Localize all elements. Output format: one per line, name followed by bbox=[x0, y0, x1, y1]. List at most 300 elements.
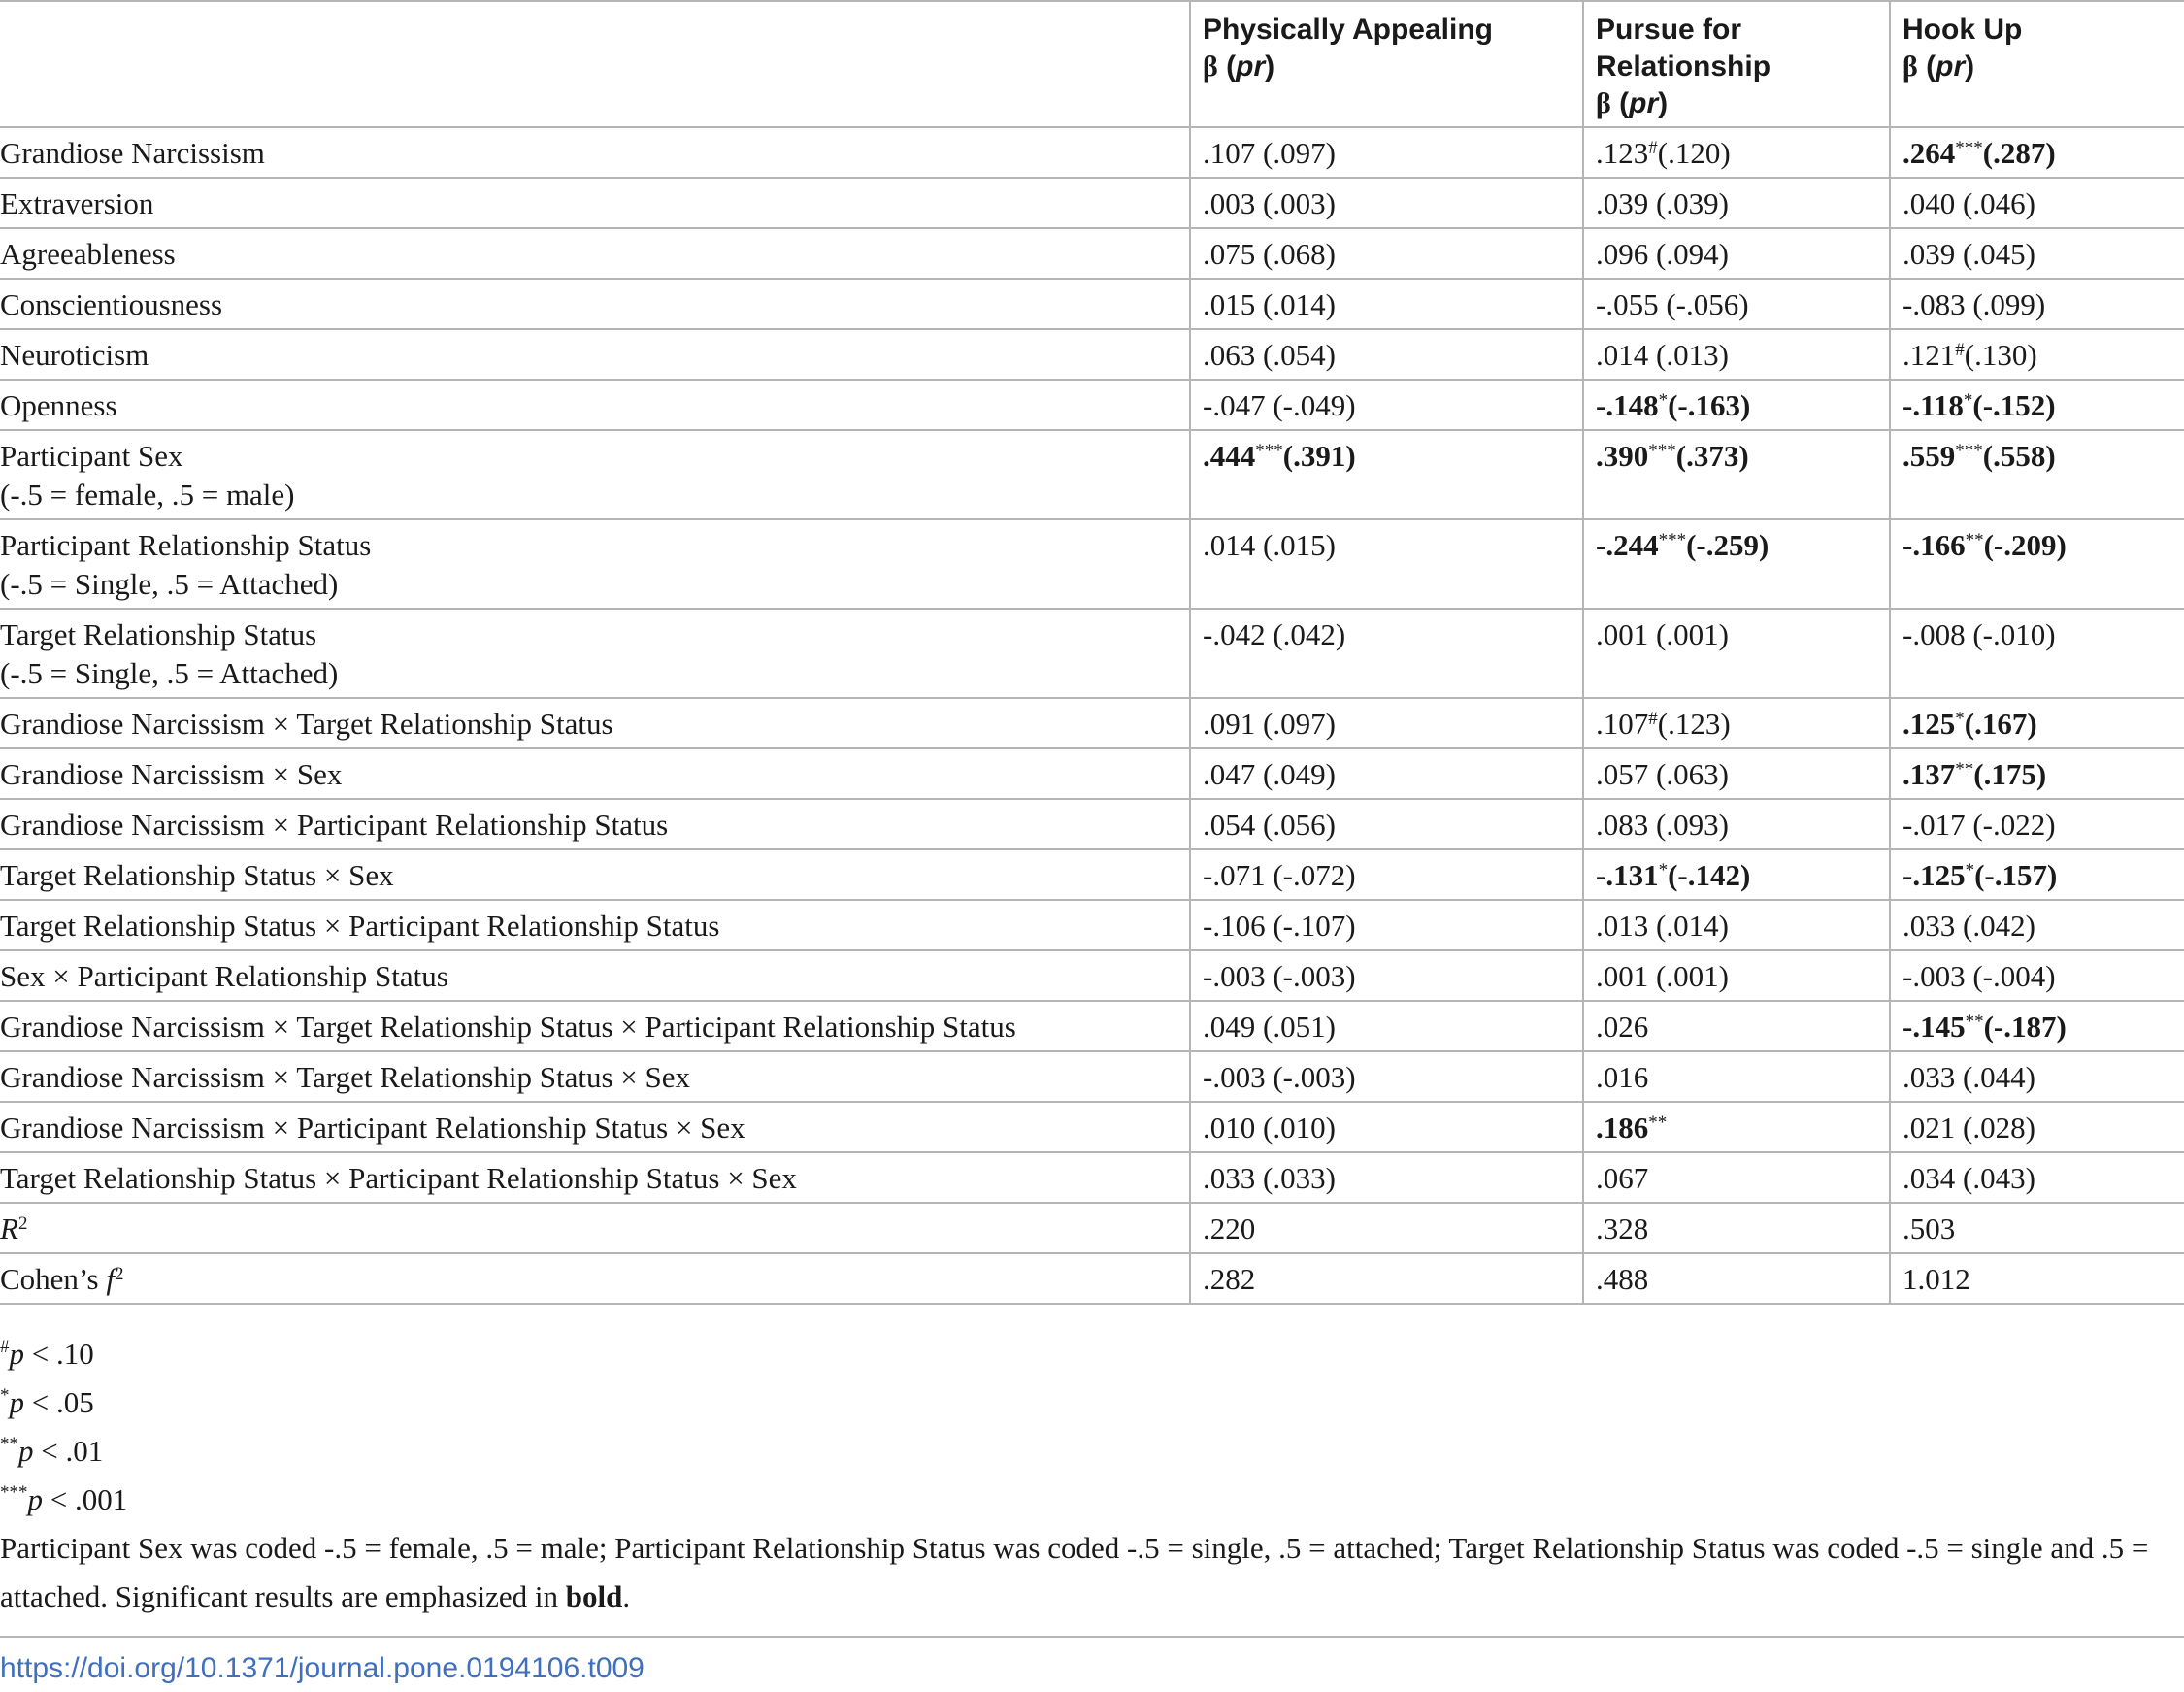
value-cell: -.055 (-.056) bbox=[1583, 279, 1890, 329]
beta-value: .107 bbox=[1596, 707, 1649, 741]
value-cell: .083 (.093) bbox=[1583, 799, 1890, 849]
beta-value: .047 bbox=[1203, 757, 1256, 791]
value-cell: -.118*(-.152) bbox=[1890, 380, 2184, 430]
beta-value: .075 bbox=[1203, 237, 1256, 271]
value-cell: .075 (.068) bbox=[1190, 228, 1583, 279]
partial-r-value: .039 bbox=[1666, 186, 1719, 220]
stat-label bbox=[0, 1253, 1190, 1304]
beta-value: .067 bbox=[1596, 1161, 1649, 1195]
beta-symbol: β bbox=[1903, 50, 1918, 83]
table-row bbox=[0, 799, 2184, 849]
partial-r-value: .043 bbox=[1972, 1161, 2026, 1195]
stat-prefix: Cohen’s bbox=[0, 1262, 107, 1296]
value-cell: .015 (.014) bbox=[1190, 279, 1583, 329]
table-row bbox=[0, 519, 2184, 609]
partial-r-value: .014 bbox=[1666, 909, 1719, 943]
beta-value: .186 bbox=[1596, 1111, 1649, 1145]
row-label bbox=[0, 178, 1190, 228]
row-label-text: Target Relationship Status × Participant Relationship Status bbox=[0, 909, 720, 943]
value-cell: -.042 (.042) bbox=[1190, 609, 1583, 698]
row-label bbox=[0, 228, 1190, 279]
beta-value: .054 bbox=[1203, 808, 1256, 842]
row-label-text: Participant Sex bbox=[0, 439, 183, 473]
value-cell: -.003 (-.004) bbox=[1890, 950, 2184, 1001]
significance-marker: # bbox=[1955, 340, 1965, 360]
partial-r-value: -.142 bbox=[1677, 858, 1740, 892]
footnote-p: p bbox=[18, 1434, 34, 1468]
row-label-text: Extraversion bbox=[0, 186, 154, 220]
partial-r-value: -.003 bbox=[1282, 1060, 1346, 1094]
partial-r-value: .063 bbox=[1666, 757, 1719, 791]
partial-r-value: .046 bbox=[1972, 186, 2026, 220]
beta-value: -.047 bbox=[1203, 388, 1266, 422]
beta-value: .034 bbox=[1903, 1161, 1956, 1195]
row-label-text: Conscientiousness bbox=[0, 287, 223, 321]
stat-label bbox=[0, 1203, 1190, 1253]
partial-r-value: .054 bbox=[1273, 338, 1326, 372]
value-cell: -.148*(-.163) bbox=[1583, 380, 1890, 430]
beta-value: .033 bbox=[1203, 1161, 1256, 1195]
significance-marker: * bbox=[1963, 390, 1973, 411]
value-cell: .014 (.013) bbox=[1583, 329, 1890, 380]
header-title: Pursue for Relationship bbox=[1596, 14, 1771, 83]
value-cell bbox=[1583, 1152, 1890, 1203]
significance-marker: * bbox=[1658, 860, 1669, 880]
row-label bbox=[0, 380, 1190, 430]
significance-marker: *** bbox=[1955, 441, 1983, 461]
table-row bbox=[0, 228, 2184, 279]
table-row bbox=[0, 430, 2184, 519]
partial-r-value: .097 bbox=[1273, 136, 1326, 170]
row-label-text: Grandiose Narcissism × Sex bbox=[0, 757, 343, 791]
partial-r-value: -.209 bbox=[1993, 528, 2057, 562]
value-cell: .001 (.001) bbox=[1583, 950, 1890, 1001]
footnote-text: < .10 bbox=[24, 1337, 94, 1371]
partial-r-value: .373 bbox=[1686, 439, 1739, 473]
table-row bbox=[0, 329, 2184, 380]
beta-value: .083 bbox=[1596, 808, 1649, 842]
partial-r-value: .010 bbox=[1273, 1111, 1326, 1145]
row-label-text: Target Relationship Status × Sex bbox=[0, 858, 394, 892]
stat-symbol: f bbox=[106, 1262, 115, 1296]
value-cell bbox=[1583, 1051, 1890, 1102]
beta-value: -.106 bbox=[1203, 909, 1266, 943]
beta-value: .107 bbox=[1203, 136, 1256, 170]
footnote-01 bbox=[0, 1427, 2174, 1476]
partial-r-value: .033 bbox=[1273, 1161, 1326, 1195]
partial-r-value: .014 bbox=[1273, 287, 1326, 321]
beta-value: -.148 bbox=[1596, 388, 1659, 422]
partial-r-value: -.056 bbox=[1675, 287, 1739, 321]
partial-r-value: .013 bbox=[1666, 338, 1719, 372]
value-cell: -.008 (-.010) bbox=[1890, 609, 2184, 698]
value-cell: .039 (.039) bbox=[1583, 178, 1890, 228]
value-cell: .123#(.120) bbox=[1583, 127, 1890, 178]
header-title: Hook Up bbox=[1903, 14, 2023, 46]
table-row bbox=[0, 1152, 2184, 1203]
significance-marker: *** bbox=[1955, 138, 1983, 158]
stat-value: .328 bbox=[1583, 1203, 1890, 1253]
partial-r-value: .093 bbox=[1666, 808, 1719, 842]
value-cell: .034 (.043) bbox=[1890, 1152, 2184, 1203]
beta-value: .137 bbox=[1903, 757, 1956, 791]
header-physically-appealing bbox=[1190, 1, 1583, 127]
partial-r-value: -.107 bbox=[1282, 909, 1346, 943]
row-label bbox=[0, 900, 1190, 950]
partial-r-value: .042 bbox=[1282, 617, 1336, 651]
partial-r-value: .028 bbox=[1972, 1111, 2026, 1145]
beta-value: .039 bbox=[1903, 237, 1956, 271]
beta-value: -.145 bbox=[1903, 1010, 1966, 1044]
significance-marker: *** bbox=[1648, 441, 1676, 461]
partial-r-value: .120 bbox=[1668, 136, 1721, 170]
stats-row bbox=[0, 1203, 2184, 1253]
table-row bbox=[0, 900, 2184, 950]
beta-value: .390 bbox=[1596, 439, 1649, 473]
beta-value: .016 bbox=[1596, 1060, 1649, 1094]
row-sublabel: (-.5 = Single, .5 = Attached) bbox=[0, 567, 339, 601]
partial-r-value: -.072 bbox=[1282, 858, 1346, 892]
value-cell: -.125*(-.157) bbox=[1890, 849, 2184, 900]
partial-r-value: .391 bbox=[1293, 439, 1346, 473]
value-cell: .264***(.287) bbox=[1890, 127, 2184, 178]
beta-value: .063 bbox=[1203, 338, 1256, 372]
partial-r-value: -.152 bbox=[1982, 388, 2046, 422]
beta-value: .013 bbox=[1596, 909, 1649, 943]
beta-value: .015 bbox=[1203, 287, 1256, 321]
footnote-symbol: # bbox=[0, 1337, 10, 1357]
beta-value: .125 bbox=[1903, 707, 1956, 741]
partial-r-value: -.163 bbox=[1677, 388, 1740, 422]
row-label-text: Participant Relationship Status bbox=[0, 528, 372, 562]
beta-value: .121 bbox=[1903, 338, 1956, 372]
value-cell: .013 (.014) bbox=[1583, 900, 1890, 950]
beta-value: .014 bbox=[1596, 338, 1649, 372]
partial-r-value: -.157 bbox=[1984, 858, 2047, 892]
pr-label: pr bbox=[1236, 50, 1266, 83]
value-cell: .010 (.010) bbox=[1190, 1102, 1583, 1152]
value-cell: .039 (.045) bbox=[1890, 228, 2184, 279]
partial-r-value: .003 bbox=[1273, 186, 1326, 220]
value-cell bbox=[1583, 1001, 1890, 1051]
partial-r-value: .558 bbox=[1993, 439, 2046, 473]
value-cell: .040 (.046) bbox=[1890, 178, 2184, 228]
beta-value: .033 bbox=[1903, 909, 1956, 943]
beta-value: .033 bbox=[1903, 1060, 1956, 1094]
partial-r-value: .167 bbox=[1974, 707, 2028, 741]
footnote-text: < .001 bbox=[43, 1482, 128, 1516]
value-cell: .033 (.033) bbox=[1190, 1152, 1583, 1203]
footnote-10 bbox=[0, 1330, 2174, 1378]
row-label bbox=[0, 1001, 1190, 1051]
pr-label: pr bbox=[1629, 87, 1659, 119]
header-sub: β (pr) bbox=[1203, 50, 1275, 83]
value-cell: -.003 (-.003) bbox=[1190, 950, 1583, 1001]
row-label bbox=[0, 329, 1190, 380]
beta-value: -.166 bbox=[1903, 528, 1966, 562]
value-cell: .125*(.167) bbox=[1890, 698, 2184, 748]
row-label bbox=[0, 279, 1190, 329]
row-label bbox=[0, 950, 1190, 1001]
significance-marker: *** bbox=[1658, 530, 1687, 550]
beta-value: .444 bbox=[1203, 439, 1256, 473]
partial-r-value: -.259 bbox=[1696, 528, 1759, 562]
caption-end: . bbox=[622, 1579, 631, 1613]
pr-label: pr bbox=[1936, 50, 1966, 83]
value-cell: -.166**(-.209) bbox=[1890, 519, 2184, 609]
beta-value: .003 bbox=[1203, 186, 1256, 220]
header-hook-up bbox=[1890, 1, 2184, 127]
stat-symbol: R bbox=[0, 1211, 18, 1245]
row-label bbox=[0, 1051, 1190, 1102]
significance-marker: # bbox=[1648, 709, 1658, 729]
value-cell: -.071 (-.072) bbox=[1190, 849, 1583, 900]
row-label bbox=[0, 698, 1190, 748]
stat-value: .282 bbox=[1190, 1253, 1583, 1304]
beta-value: .559 bbox=[1903, 439, 1956, 473]
table-caption bbox=[0, 1524, 2174, 1621]
partial-r-value: -.187 bbox=[1993, 1010, 2057, 1044]
significance-marker: ** bbox=[1648, 1112, 1668, 1133]
partial-r-value: .175 bbox=[1983, 757, 2036, 791]
table-row bbox=[0, 178, 2184, 228]
row-label bbox=[0, 1152, 1190, 1203]
stat-value: 1.012 bbox=[1890, 1253, 2184, 1304]
footnote-text: < .05 bbox=[24, 1385, 94, 1419]
beta-symbol: β bbox=[1203, 50, 1218, 83]
table-row bbox=[0, 950, 2184, 1001]
partial-r-value: .001 bbox=[1666, 617, 1719, 651]
value-cell: .121#(.130) bbox=[1890, 329, 2184, 380]
partial-r-value: .042 bbox=[1972, 909, 2026, 943]
partial-r-value: .094 bbox=[1666, 237, 1719, 271]
value-cell: .049 (.051) bbox=[1190, 1001, 1583, 1051]
footnote-p: p bbox=[9, 1337, 24, 1371]
beta-value: -.083 bbox=[1903, 287, 1966, 321]
value-cell: .033 (.042) bbox=[1890, 900, 2184, 950]
partial-r-value: .097 bbox=[1273, 707, 1326, 741]
table-row bbox=[0, 1102, 2184, 1152]
beta-value: -.042 bbox=[1203, 617, 1266, 651]
row-label bbox=[0, 748, 1190, 799]
beta-value: -.017 bbox=[1903, 808, 1966, 842]
beta-value: -.008 bbox=[1903, 617, 1966, 651]
beta-value: -.003 bbox=[1203, 1060, 1266, 1094]
beta-value: .039 bbox=[1596, 186, 1649, 220]
beta-value: .123 bbox=[1596, 136, 1649, 170]
header-pursue-for-relationship bbox=[1583, 1, 1890, 127]
value-cell: .390***(.373) bbox=[1583, 430, 1890, 519]
table-row bbox=[0, 609, 2184, 698]
partial-r-value: .123 bbox=[1668, 707, 1721, 741]
value-cell: .096 (.094) bbox=[1583, 228, 1890, 279]
beta-value: .057 bbox=[1596, 757, 1649, 791]
partial-r-value: .099 bbox=[1982, 287, 2035, 321]
stat-value: .220 bbox=[1190, 1203, 1583, 1253]
partial-r-value: -.022 bbox=[1982, 808, 2046, 842]
beta-value: .091 bbox=[1203, 707, 1256, 741]
partial-r-value: .015 bbox=[1273, 528, 1326, 562]
row-sublabel: (-.5 = female, .5 = male) bbox=[0, 478, 295, 512]
beta-value: -.055 bbox=[1596, 287, 1659, 321]
value-cell: .047 (.049) bbox=[1190, 748, 1583, 799]
row-label-text: Agreeableness bbox=[0, 237, 176, 271]
table-row bbox=[0, 279, 2184, 329]
stat-value: .488 bbox=[1583, 1253, 1890, 1304]
row-label-text: Sex × Participant Relationship Status bbox=[0, 959, 448, 993]
table-row bbox=[0, 849, 2184, 900]
partial-r-value: .045 bbox=[1972, 237, 2026, 271]
stats-row bbox=[0, 1253, 2184, 1304]
value-cell bbox=[1583, 1102, 1890, 1152]
beta-value: .014 bbox=[1203, 528, 1256, 562]
row-label-text: Grandiose Narcissism × Target Relationship Status × Sex bbox=[0, 1060, 690, 1094]
significance-marker: * bbox=[1658, 390, 1669, 411]
row-label-text: Grandiose Narcissism × Participant Relationship Status × Sex bbox=[0, 1111, 745, 1145]
partial-r-value: .287 bbox=[1993, 136, 2046, 170]
value-cell: -.003 (-.003) bbox=[1190, 1051, 1583, 1102]
row-label bbox=[0, 519, 1190, 609]
beta-value: -.003 bbox=[1903, 959, 1966, 993]
value-cell: -.083 (.099) bbox=[1890, 279, 2184, 329]
row-label-text: Openness bbox=[0, 388, 117, 422]
beta-value: .040 bbox=[1903, 186, 1956, 220]
partial-r-value: .130 bbox=[1974, 338, 2028, 372]
footnote-symbol: *** bbox=[0, 1482, 28, 1503]
row-label bbox=[0, 609, 1190, 698]
partial-r-value: .001 bbox=[1666, 959, 1719, 993]
partial-r-value: .056 bbox=[1273, 808, 1326, 842]
row-label bbox=[0, 849, 1190, 900]
row-label-text: Target Relationship Status bbox=[0, 617, 317, 651]
significance-marker: * bbox=[1965, 860, 1975, 880]
significance-marker: * bbox=[1955, 709, 1965, 729]
beta-value: .021 bbox=[1903, 1111, 1956, 1145]
header-row bbox=[0, 1, 2184, 127]
value-cell: .021 (.028) bbox=[1890, 1102, 2184, 1152]
value-cell: .137**(.175) bbox=[1890, 748, 2184, 799]
value-cell: .057 (.063) bbox=[1583, 748, 1890, 799]
value-cell: .107 (.097) bbox=[1190, 127, 1583, 178]
partial-r-value: -.004 bbox=[1982, 959, 2046, 993]
beta-value: .049 bbox=[1203, 1010, 1256, 1044]
stat-value: .503 bbox=[1890, 1203, 2184, 1253]
partial-r-value: .051 bbox=[1273, 1010, 1326, 1044]
table-notes bbox=[0, 1330, 2174, 1621]
table-row bbox=[0, 1001, 2184, 1051]
beta-value: -.118 bbox=[1903, 388, 1964, 422]
partial-r-value: -.010 bbox=[1982, 617, 2046, 651]
beta-symbol: β bbox=[1596, 87, 1611, 119]
value-cell: .014 (.015) bbox=[1190, 519, 1583, 609]
significance-marker: ** bbox=[1965, 1012, 1984, 1032]
significance-marker: ** bbox=[1955, 759, 1974, 780]
header-cell-blank bbox=[0, 1, 1190, 127]
row-label-text: Target Relationship Status × Participant Relationship Status × Sex bbox=[0, 1161, 797, 1195]
beta-value: -.125 bbox=[1903, 858, 1966, 892]
value-cell: .001 (.001) bbox=[1583, 609, 1890, 698]
partial-r-value: .044 bbox=[1972, 1060, 2026, 1094]
row-label-text: Grandiose Narcissism bbox=[0, 136, 265, 170]
beta-value: .001 bbox=[1596, 617, 1649, 651]
value-cell: .054 (.056) bbox=[1190, 799, 1583, 849]
beta-value: -.003 bbox=[1203, 959, 1266, 993]
row-label-text: Grandiose Narcissism × Target Relationship Status bbox=[0, 707, 613, 741]
row-label bbox=[0, 1102, 1190, 1152]
footnote-symbol: ** bbox=[0, 1434, 18, 1454]
beta-value: .026 bbox=[1596, 1010, 1649, 1044]
beta-value: -.071 bbox=[1203, 858, 1266, 892]
partial-r-value: -.049 bbox=[1282, 388, 1346, 422]
value-cell: .107#(.123) bbox=[1583, 698, 1890, 748]
table-body bbox=[0, 127, 2184, 1304]
value-cell: -.131*(-.142) bbox=[1583, 849, 1890, 900]
table-row bbox=[0, 1051, 2184, 1102]
header-title: Physically Appealing bbox=[1203, 14, 1493, 46]
row-label-text: Grandiose Narcissism × Target Relationship Status × Participant Relationship Status bbox=[0, 1010, 1016, 1044]
row-label bbox=[0, 799, 1190, 849]
beta-value: -.131 bbox=[1596, 858, 1659, 892]
footnote-p: p bbox=[27, 1482, 43, 1516]
caption-bold-word: bold bbox=[565, 1579, 623, 1613]
value-cell: .063 (.054) bbox=[1190, 329, 1583, 380]
value-cell: .003 (.003) bbox=[1190, 178, 1583, 228]
beta-value: .264 bbox=[1903, 136, 1956, 170]
row-label bbox=[0, 430, 1190, 519]
row-label-text: Neuroticism bbox=[0, 338, 149, 372]
partial-r-value: -.003 bbox=[1282, 959, 1346, 993]
caption-text: Participant Sex was coded -.5 = female, .5 = male; Participant Relationship Status was coded -.5 = single, .5 = attached; Target Relationship Status was coded -.5 = single and .5 = attached. Significant results are emphasized in bbox=[0, 1531, 2149, 1613]
beta-value: -.244 bbox=[1596, 528, 1659, 562]
footnote-05 bbox=[0, 1378, 2174, 1427]
row-label-text: Grandiose Narcissism × Participant Relationship Status bbox=[0, 808, 669, 842]
footnote-p: p bbox=[9, 1385, 24, 1419]
value-cell: .444***(.391) bbox=[1190, 430, 1583, 519]
value-cell: -.106 (-.107) bbox=[1190, 900, 1583, 950]
footnote-symbol: * bbox=[0, 1385, 10, 1406]
table-header bbox=[0, 1, 2184, 127]
doi-link[interactable]: https://doi.org/10.1371/journal.pone.0194106.t009 bbox=[0, 1652, 645, 1684]
stat-exponent: 2 bbox=[115, 1264, 124, 1284]
stat-exponent: 2 bbox=[17, 1213, 28, 1234]
value-cell: -.145**(-.187) bbox=[1890, 1001, 2184, 1051]
value-cell: -.047 (-.049) bbox=[1190, 380, 1583, 430]
value-cell: .559***(.558) bbox=[1890, 430, 2184, 519]
footnote-text: < .01 bbox=[33, 1434, 104, 1468]
partial-r-value: .049 bbox=[1273, 757, 1326, 791]
table-row bbox=[0, 748, 2184, 799]
table-row bbox=[0, 698, 2184, 748]
significance-marker: *** bbox=[1255, 441, 1283, 461]
beta-value: .010 bbox=[1203, 1111, 1256, 1145]
value-cell: .091 (.097) bbox=[1190, 698, 1583, 748]
header-sub: β (pr) bbox=[1596, 87, 1669, 119]
row-sublabel: (-.5 = Single, .5 = Attached) bbox=[0, 656, 339, 690]
value-cell: -.244***(-.259) bbox=[1583, 519, 1890, 609]
significance-marker: # bbox=[1648, 138, 1658, 158]
beta-value: .096 bbox=[1596, 237, 1649, 271]
header-sub: β (pr) bbox=[1903, 50, 1975, 83]
value-cell: .033 (.044) bbox=[1890, 1051, 2184, 1102]
footnote-001 bbox=[0, 1476, 2174, 1524]
significance-marker: ** bbox=[1965, 530, 1984, 550]
table-row bbox=[0, 380, 2184, 430]
bottom-rule bbox=[0, 1636, 2184, 1638]
partial-r-value: .068 bbox=[1273, 237, 1326, 271]
row-label bbox=[0, 127, 1190, 178]
beta-value: .001 bbox=[1596, 959, 1649, 993]
table-row bbox=[0, 127, 2184, 178]
